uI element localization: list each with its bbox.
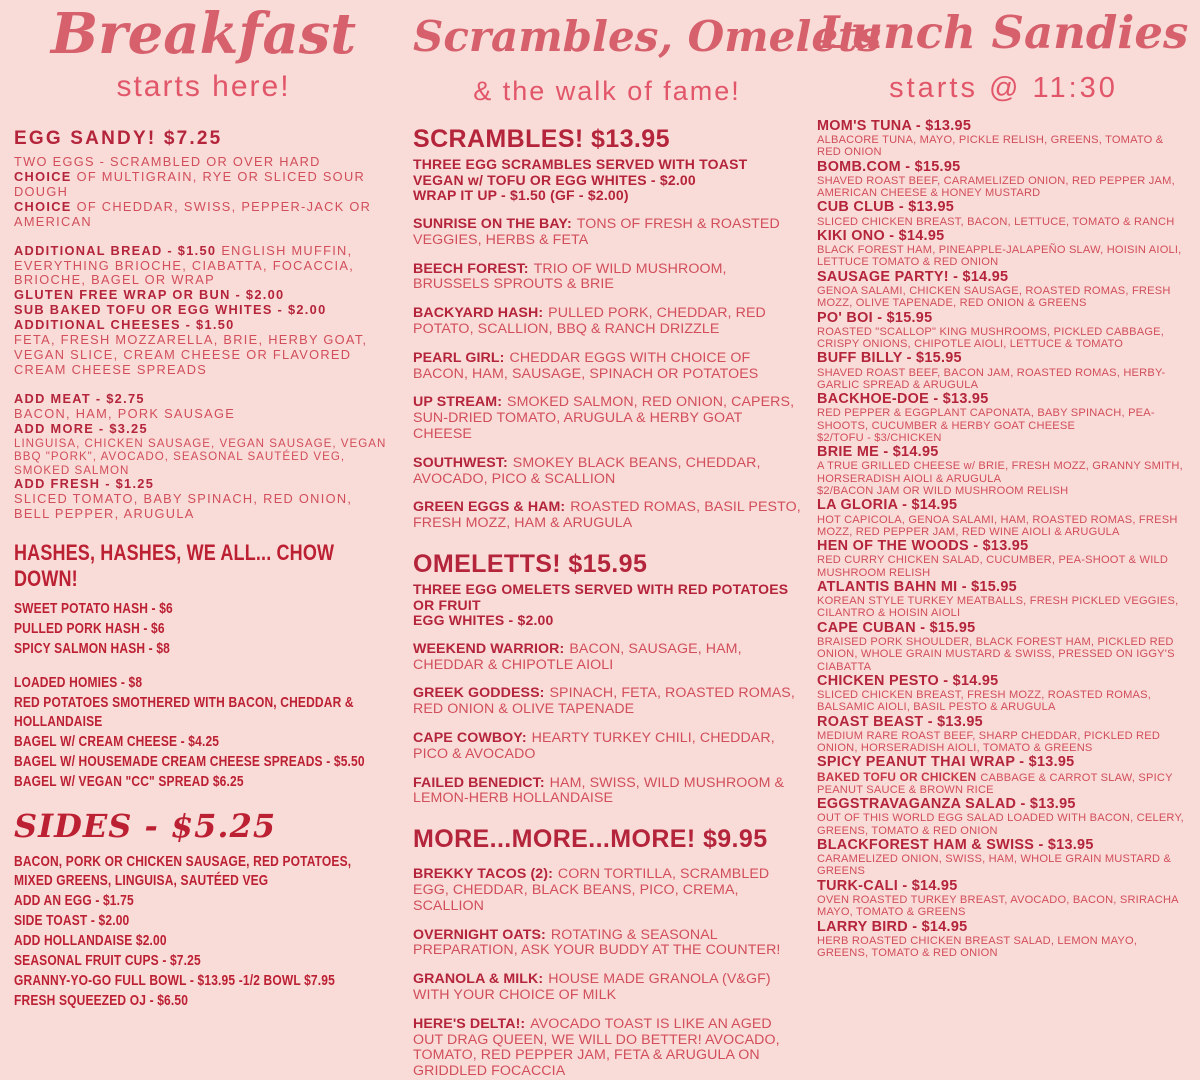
sandwich-item: [817, 200, 1190, 228]
spacer: [14, 659, 393, 673]
menu-text-line: SUB BAKED TOFU OR EGG WHITES - $2.00: [14, 302, 327, 318]
item-name: BLACKFOREST HAM & SWISS - $13.95: [817, 836, 1094, 853]
item-description-text: SLICED CHICKEN BREAST, FRESH MOZZ, ROASTED ROMAS, BALSAMIC AIOLI, BASIL PESTO & ARUGULA: [817, 689, 1152, 714]
menu-item: [413, 262, 801, 294]
item-description: TRIO OF WILD MUSHROOM, BRUSSELS SPROUTS & BRIE: [413, 260, 727, 293]
section-heading: OMELETTS! $15.95: [413, 549, 648, 578]
hash-item: FRESH SQUEEZED OJ - $6.50: [14, 992, 189, 1010]
item-description: [817, 554, 1190, 579]
item-description: TONS OF FRESH & ROASTED VEGGIES, HERBS & FETA: [413, 216, 780, 248]
item-description-text: MEDIUM RARE ROAST BEEF, SHARP CHEDDAR, PICKLED RED ONION, HORSERADISH AIOLI, TOMATO & GREENS: [817, 729, 1161, 755]
item-description: CHEDDAR EGGS WITH CHOICE OF BACON, HAM, SAUSAGE, SPINACH OR POTATOES: [413, 349, 759, 382]
item-description: SMOKEY BLACK BEANS, CHEDDAR, AVOCADO, PICO & SCALLION: [413, 454, 761, 487]
item-description: [817, 134, 1190, 159]
item-description: PULLED PORK, CHEDDAR, RED POTATO, SCALLION, BBQ & RANCH DRIZZLE: [413, 305, 766, 337]
hash-item: SIDE TOAST - $2.00: [14, 912, 130, 930]
item-description: HOUSE MADE GRANOLA (V&GF) WITH YOUR CHOICE OF MILK: [413, 971, 771, 1003]
item-name: BUFF BILLY - $15.95: [817, 350, 962, 367]
menu-text-line: ADD MEAT - $2.75: [14, 390, 145, 406]
item-name: GREEN EGGS & HAM:: [413, 499, 566, 516]
item-name: GREEK GODDESS:: [413, 685, 545, 702]
item-name: BOMB.COM - $15.95: [817, 158, 961, 175]
menu-text-line: TWO EGGS - SCRAMBLED OR OVER HARD: [14, 154, 321, 170]
menu-item: [413, 1017, 801, 1080]
sandwich-item: [817, 621, 1190, 673]
lead-label: CHOICE: [14, 169, 72, 184]
item-note: $2/BACON JAM OR WILD MUSHROOM RELISH: [817, 485, 1069, 498]
menu-item: [413, 686, 801, 718]
item-description: [817, 812, 1190, 837]
item-description-text: CABBAGE & CARROT SLAW, SPICY PEANUT SAUCE & BROWN RICE: [817, 771, 1173, 796]
item-description: [817, 460, 1190, 485]
item-description: [817, 216, 1190, 228]
menu-text-line: ADDITIONAL CHEESES - $1.50: [14, 317, 235, 333]
hash-item: GRANNY-YO-GO FULL BOWL - $13.95 -1/2 BOWL $7.95: [14, 972, 335, 990]
hash-item: RED POTATOES SMOTHERED WITH BACON, CHEDDAR & HOLLANDAISE: [14, 694, 354, 730]
item-description: [817, 244, 1190, 269]
sandwich-item: [817, 838, 1190, 878]
column-subtitle: starts here!: [116, 69, 291, 103]
menu-item: [413, 972, 801, 1004]
hash-item: PULLED PORK HASH - $6: [14, 620, 165, 637]
section-heading: SCRAMBLES! $13.95: [413, 125, 670, 154]
sandwich-item: [817, 392, 1190, 444]
menu-item: [413, 351, 801, 383]
item-name: BEECH FOREST:: [413, 260, 529, 277]
lead-text: ENGLISH MUFFIN, EVERYTHING BRIOCHE, CIABATTA, FOCACCIA, BRIOCHE, BAGEL OR WRAP: [14, 242, 355, 288]
sandwich-item: [817, 755, 1190, 796]
sandwich-item: [817, 498, 1190, 538]
item-description-text: OVEN ROASTED TURKEY BREAST, AVOCADO, BACON, SRIRACHA MAYO, TOMATO & GREENS: [817, 893, 1179, 919]
sandwich-item: [817, 229, 1190, 269]
spacer: [14, 378, 393, 392]
sandwich-item: [817, 160, 1190, 200]
item-name: SPICY PEANUT THAI WRAP - $13.95: [817, 754, 1075, 771]
sandwich-item: [817, 920, 1190, 960]
menu-item: [413, 867, 801, 914]
item-description-text: OUT OF THIS WORLD EGG SALAD LOADED WITH BACON, CELERY, GREENS, TOMATO & RED ONION: [817, 812, 1184, 837]
item-name: PO' BOI - $15.95: [817, 309, 933, 326]
hash-item: LOADED HOMIES - $8: [14, 674, 143, 691]
item-name: ATLANTIS BAHN MI - $15.95: [817, 578, 1017, 595]
menu-item: [413, 456, 801, 488]
menu-text-line: THREE EGG OMELETS SERVED WITH RED POTATOES OR FRUIT: [413, 580, 789, 613]
item-description-text: RED PEPPER & EGGPLANT CAPONATA, BABY SPINACH, PEA-SHOOTS, CUCUMBER & HERBY GOAT CHEESE: [817, 407, 1155, 432]
item-name: CUB CLUB - $13.95: [817, 199, 955, 216]
item-description-text: HERB ROASTED CHICKEN BREAST SALAD, LEMON MAYO, GREENS, TOMATO & RED ONION: [817, 934, 1138, 960]
menu-text-line: ADD MORE - $3.25: [14, 420, 148, 436]
menu-lead-line: [14, 170, 393, 200]
sandwich-item: [817, 539, 1190, 579]
item-name: GRANOLA & MILK:: [413, 971, 544, 988]
sides-heading: SIDES - $5.25: [14, 807, 277, 845]
menu-item: [413, 928, 801, 960]
hash-item: BACON, PORK OR CHICKEN SAUSAGE, RED POTATOES, MIXED GREENS, LINGUISA, SAUTÉED VEG: [14, 853, 352, 890]
hash-item: BAGEL W/ VEGAN "CC" SPREAD $6.25: [14, 773, 244, 790]
column-subtitle: starts @ 11:30: [889, 71, 1118, 104]
column-title: Lunch Sandies: [818, 6, 1189, 59]
item-name: HEN OF THE WOODS - $13.95: [817, 538, 1029, 555]
sandwich-item: [817, 674, 1190, 714]
menu-text-line: SLICED TOMATO, BABY SPINACH, RED ONION, BELL PEPPER, ARUGULA: [14, 491, 353, 522]
item-name: KIKI ONO - $14.95: [817, 227, 945, 244]
item-description: [817, 595, 1190, 620]
menu-item: [413, 731, 801, 763]
item-description: [817, 935, 1190, 960]
item-description: SPINACH, FETA, ROASTED ROMAS, RED ONION & OLIVE TAPENADE: [413, 685, 795, 718]
hash-item: ADD HOLLANDAISE $2.00: [14, 932, 167, 950]
item-name: EGGSTRAVAGANZA SALAD - $13.95: [817, 796, 1076, 813]
item-description: CORN TORTILLA, SCRAMBLED EGG, CHEDDAR, BLACK BEANS, PICO, CREMA, SCALLION: [413, 866, 770, 914]
item-name: FAILED BENEDICT:: [413, 774, 545, 791]
menu-lead-line: [14, 200, 393, 230]
sandwich-item: [817, 715, 1190, 755]
item-description-text: BLACK FOREST HAM, PINEAPPLE-JALAPEÑO SLAW, HOISIN AIOLI, LETTUCE TOMATO & RED ONION: [817, 244, 1182, 269]
item-description-text: A TRUE GRILLED CHEESE w/ BRIE, FRESH MOZZ, GRANNY SMITH, HORSERADISH AIOLI & ARUGULA: [817, 460, 1183, 485]
item-name: PEARL GIRL:: [413, 349, 505, 366]
item-description: [817, 175, 1190, 200]
section-heading: EGG SANDY! $7.25: [14, 128, 223, 150]
lead-label: ADDITIONAL BREAD - $1.50: [14, 242, 217, 258]
sandwich-item: [817, 351, 1190, 391]
item-description-text: ROASTED "SCALLOP" KING MUSHROOMS, PICKLED CABBAGE, CRISPY ONIONS, CHIPOTLE AIOLI, LETTUCE & TOMATO: [817, 325, 1165, 351]
menu-text-line: WRAP IT UP - $1.50 (GF - $2.00): [413, 187, 629, 204]
sandwich-item: [817, 119, 1190, 159]
item-name: CAPE CUBAN - $15.95: [817, 619, 976, 636]
item-name: OVERNIGHT OATS:: [413, 926, 546, 943]
item-name: CAPE COWBOY:: [413, 729, 527, 746]
item-description: [817, 636, 1190, 673]
menu-text-line: LINGUISA, CHICKEN SAUSAGE, VEGAN SAUSAGE, VEGAN BBQ "PORK", AVOCADO, SEASONAL SAUTÉED VEG, SMOKED SALMON: [14, 436, 387, 477]
item-description-lead: BAKED TOFU OR CHICKEN: [817, 769, 977, 784]
item-name: ROAST BEAST - $13.95: [817, 713, 983, 730]
item-description: [817, 689, 1190, 714]
item-name: HERE'S DELTA!:: [413, 1015, 526, 1032]
menu-item: [413, 306, 801, 338]
column-title: Scrambles, Omelets: [413, 12, 882, 61]
hash-item: SWEET POTATO HASH - $6: [14, 600, 173, 617]
item-description-text: CARAMELIZED ONION, SWISS, HAM, WHOLE GRAIN MUSTARD & GREENS: [817, 853, 1172, 878]
hash-item: SPICY SALMON HASH - $8: [14, 640, 170, 657]
item-description: [817, 326, 1190, 351]
item-description: ROTATING & SEASONAL PREPARATION, ASK YOUR BUDDY AT THE COUNTER!: [413, 926, 781, 959]
item-name: BACKYARD HASH:: [413, 305, 544, 322]
sandwich-item: [817, 580, 1190, 620]
item-name: TURK-CALI - $14.95: [817, 877, 958, 894]
section-heading: MORE...MORE...MORE! $9.95: [413, 825, 768, 854]
menu-lead-line: [14, 244, 393, 289]
item-description: HAM, SWISS, WILD MUSHROOM & LEMON-HERB HOLLANDAISE: [413, 774, 785, 807]
item-description: [817, 771, 1190, 797]
item-description: [817, 894, 1190, 919]
item-description-text: SLICED CHICKEN BREAST, BACON, LETTUCE, TOMATO & RANCH: [817, 215, 1175, 228]
item-description-text: HOT CAPICOLA, GENOA SALAMI, HAM, ROASTED ROMAS, FRESH MOZZ, RED PEPPER JAM, RED WINE AIOLI & ARUGULA: [817, 513, 1178, 538]
sandwich-item: [817, 270, 1190, 310]
item-name: SOUTHWEST:: [413, 454, 508, 471]
item-note: $2/TOFU - $3/CHICKEN: [817, 431, 942, 444]
item-description: [817, 730, 1190, 755]
menu-text-line: VEGAN w/ TOFU OR EGG WHITES - $2.00: [413, 171, 696, 188]
lead-text: OF MULTIGRAIN, RYE OR SLICED SOUR DOUGH: [14, 169, 366, 199]
column-title: Breakfast: [50, 1, 357, 67]
menu-item: [413, 395, 801, 442]
item-name: UP STREAM:: [413, 394, 503, 411]
menu-item: [413, 776, 801, 808]
hashes-heading: HASHES, HASHES, WE ALL... CHOW DOWN!: [14, 540, 335, 591]
item-name: CHICKEN PESTO - $14.95: [817, 672, 999, 689]
item-description: [817, 853, 1190, 878]
item-description-text: BRAISED PORK SHOULDER, BLACK FOREST HAM, PICKLED RED ONION, WHOLE GRAIN MUSTARD & SWISS, PRESSED ON IGGY'S CIABATTA: [817, 635, 1175, 673]
item-description-text: SHAVED ROAST BEEF, CARAMELIZED ONION, RED PEPPER JAM, AMERICAN CHEESE & HONEY MUSTARD: [817, 174, 1175, 200]
lead-text: OF CHEDDAR, SWISS, PEPPER-JACK OR AMERICAN: [14, 198, 372, 229]
spacer: [14, 230, 393, 244]
menu-text-line: EGG WHITES - $2.00: [413, 612, 554, 629]
hash-item: ADD AN EGG - $1.75: [14, 892, 134, 910]
item-name: LA GLORIA - $14.95: [817, 497, 958, 514]
menu-text-line: THREE EGG SCRAMBLES SERVED WITH TOAST: [413, 156, 748, 173]
item-description: HEARTY TURKEY CHILI, CHEDDAR, PICO & AVOCADO: [413, 729, 775, 762]
column-subtitle: & the walk of fame!: [473, 76, 741, 107]
hash-item: BAGEL W/ CREAM CHEESE - $4.25: [14, 733, 220, 750]
item-description: [817, 367, 1190, 392]
column-lunch-sandies: [805, 0, 1200, 960]
column-breakfast: [0, 0, 405, 1010]
sandwich-item: [817, 445, 1190, 497]
item-description: SMOKED SALMON, RED ONION, CAPERS, SUN-DRIED TOMATO, ARUGULA & HERBY GOAT CHEESE: [413, 394, 795, 442]
menu-item: [413, 500, 801, 532]
item-name: BRIE ME - $14.95: [817, 444, 939, 461]
menu-text-line: FETA, FRESH MOZZARELLA, BRIE, HERBY GOAT, VEGAN SLICE, CREAM CHEESE OR FLAVORED CREAM CHEESE SPREADS: [14, 332, 368, 377]
item-description-text: GENOA SALAMI, CHICKEN SAUSAGE, ROASTED ROMAS, FRESH MOZZ, OLIVE TAPENADE, RED ONION & GREENS: [817, 284, 1171, 310]
lead-label: CHOICE: [14, 198, 72, 214]
sandwich-item: [817, 797, 1190, 837]
item-description: ROASTED ROMAS, BASIL PESTO, FRESH MOZZ, HAM & ARUGULA: [413, 499, 801, 532]
menu-text-line: GLUTEN FREE WRAP OR BUN - $2.00: [14, 287, 285, 303]
item-description: BACON, SAUSAGE, HAM, CHEDDAR & CHIPOTLE AIOLI: [413, 640, 742, 673]
item-name: WEEKEND WARRIOR:: [413, 640, 565, 657]
item-name: BACKHOE-DOE - $13.95: [817, 391, 989, 408]
menu-item: [413, 217, 801, 249]
item-description: [817, 285, 1190, 310]
sandwich-item: [817, 311, 1190, 351]
sandwich-item: [817, 879, 1190, 919]
item-description: [817, 514, 1190, 539]
menu-text-line: BACON, HAM, PORK SAUSAGE: [14, 405, 236, 421]
hash-item: BAGEL W/ HOUSEMADE CREAM CHEESE SPREADS - $5.50: [14, 753, 365, 770]
item-description-text: KOREAN STYLE TURKEY MEATBALLS, FRESH PICKLED VEGGIES, CILANTRO & HOISIN AIOLI: [817, 595, 1179, 620]
item-name: LARRY BIRD - $14.95: [817, 918, 968, 935]
item-description-text: SHAVED ROAST BEEF, BACON JAM, ROASTED ROMAS, HERBY-GARLIC SPREAD & ARUGULA: [817, 366, 1166, 391]
item-name: SUNRISE ON THE BAY:: [413, 216, 572, 233]
item-description-text: RED CURRY CHICKEN SALAD, CUCUMBER, PEA-SHOOT & WILD MUSHROOM RELISH: [817, 554, 1169, 579]
item-description: AVOCADO TOAST IS LIKE AN AGED OUT DRAG QUEEN, WE WILL DO BETTER! AVOCADO, TOMATO, RED PEPPER JAM, FETA & ARUGULA ON GRIDDLED FOCACCIA: [413, 1015, 780, 1080]
item-description: [817, 407, 1190, 432]
item-description-text: ALBACORE TUNA, MAYO, PICKLE RELISH, GREENS, TOMATO & RED ONION: [817, 134, 1164, 159]
menu-text-line: ADD FRESH - $1.25: [14, 476, 155, 492]
menu-item: [413, 642, 801, 674]
item-name: BREKKY TACOS (2):: [413, 866, 553, 883]
hash-item: SEASONAL FRUIT CUPS - $7.25: [14, 952, 201, 970]
item-name: SAUSAGE PARTY! - $14.95: [817, 268, 1009, 285]
item-name: MOM'S TUNA - $13.95: [817, 117, 972, 134]
